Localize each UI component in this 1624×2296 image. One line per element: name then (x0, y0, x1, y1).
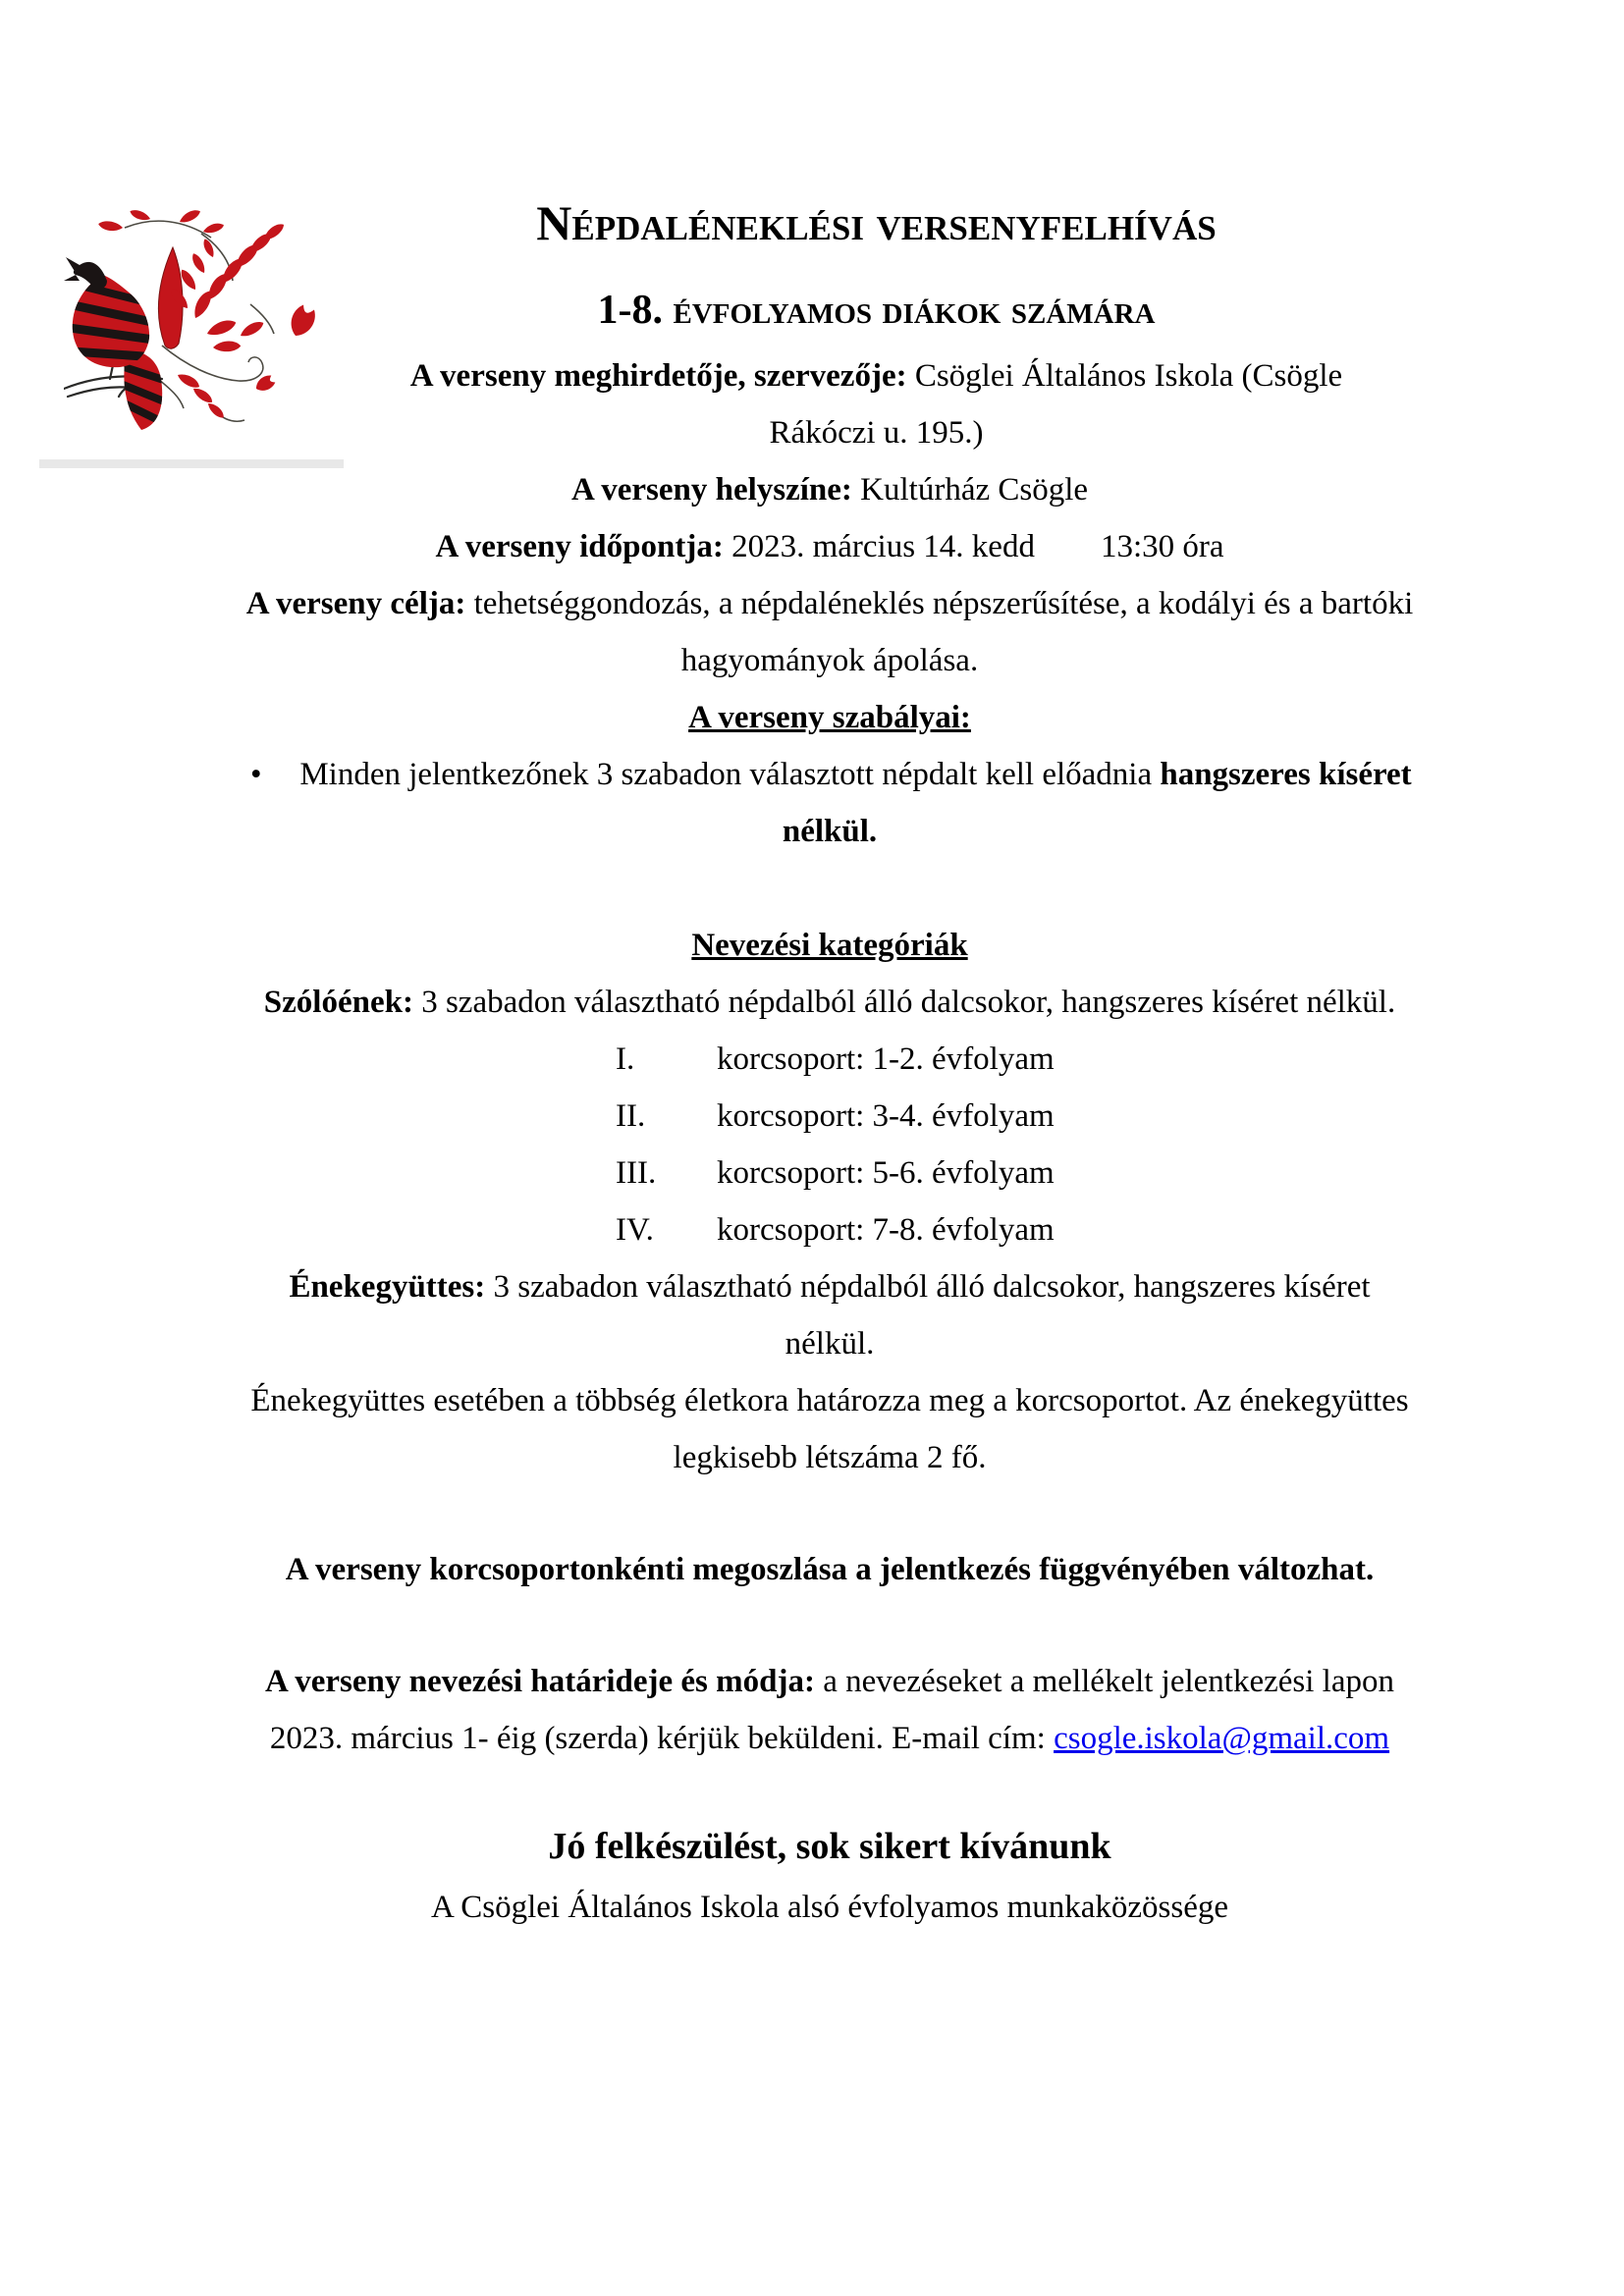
signature-line: A Csöglei Általános Iskola alsó évfolyamos munkaközössége (430, 1890, 1229, 1925)
distribution-note (35, 1542, 1624, 1598)
rules-heading-text: A verseny szabályai: (688, 700, 971, 735)
age-group-text: korcsoport: 5-6. évfolyam (717, 1155, 1055, 1191)
organizer-value: Csöglei Általános Iskola (Csögle (906, 358, 1343, 394)
bullet-icon: • (250, 757, 262, 792)
organizer-label: A verseny meghirdetője, szervezője: (409, 358, 907, 394)
ensemble-note-line-2 (35, 1430, 1624, 1486)
document-subtitle: 1-8. évfolyamos diákok számára (597, 288, 1156, 333)
deadline-text-2: 2023. március 1- éig (szerda) kérjük beküldeni. E-mail cím: (269, 1721, 1055, 1756)
rules-bullet-bold-2: nélkül. (782, 814, 878, 849)
age-group-text: korcsoport: 3-4. évfolyam (717, 1098, 1055, 1134)
rules-bullet-line-2 (35, 804, 1624, 860)
rules-bullet-bold: hangszeres kíséret (1160, 757, 1412, 792)
datetime-label: A verseny időpontja: (435, 529, 724, 564)
ensemble-label: Énekegyüttes: (289, 1269, 486, 1305)
age-group-numeral: I. (616, 1041, 635, 1077)
folk-bird-logo (64, 187, 339, 452)
purpose-line-2 (35, 633, 1624, 689)
venue-line (35, 462, 1624, 518)
age-group-row (616, 1202, 1055, 1258)
age-group-numeral: II. (616, 1098, 646, 1134)
deadline-label: A verseny nevezési határideje és módja: (265, 1664, 815, 1699)
rules-bullet-item (250, 747, 1414, 803)
logo-image (64, 187, 339, 452)
deadline-line-1 (35, 1654, 1624, 1710)
closing-wish: Jó felkészülést, sok sikert kívánunk (548, 1826, 1111, 1867)
categories-heading-text: Nevezési kategóriák (691, 928, 968, 963)
datetime-line (35, 519, 1624, 575)
ensemble-note-2: legkisebb létszáma 2 fő. (673, 1440, 987, 1475)
ensemble-text: 3 szabadon választható népdalból álló dalcsokor, hangszeres kíséret (485, 1269, 1371, 1305)
rules-heading (35, 690, 1624, 746)
age-group-numeral: IV. (616, 1212, 654, 1248)
organizer-line-2 (339, 405, 1414, 461)
distribution-note-text: A verseny korcsoportonkénti megoszlása a jelentkezés függvényében változhat. (285, 1552, 1375, 1587)
document-title: Népdaléneklési versenyfelhívás (536, 195, 1217, 250)
age-group-row (616, 1032, 1055, 1088)
age-group-numeral: III. (616, 1155, 657, 1191)
categories-heading (35, 918, 1624, 974)
solo-label: Szólóének: (263, 985, 413, 1020)
solo-text: 3 szabadon választható népdalból álló dalcsokor, hangszeres kíséret nélkül. (412, 985, 1396, 1020)
datetime-date: 2023. március 14. kedd (723, 529, 1035, 564)
age-group-row (616, 1146, 1055, 1201)
venue-label: A verseny helyszíne: (570, 472, 852, 507)
ensemble-line-1 (35, 1259, 1624, 1315)
purpose-label: A verseny célja: (245, 586, 466, 621)
age-group-row (616, 1089, 1055, 1145)
age-group-text: korcsoport: 1-2. évfolyam (717, 1041, 1055, 1077)
ensemble-note-1: Énekegyüttes esetében a többség életkora határozza meg a korcsoportot. Az énekegyüttes (250, 1383, 1409, 1418)
age-group-text: korcsoport: 7-8. évfolyam (717, 1212, 1055, 1248)
email-link[interactable]: csogle.iskola@gmail.com (1054, 1721, 1390, 1756)
deadline-line-2 (35, 1711, 1624, 1767)
deadline-text-1: a nevezéseket a mellékelt jelentkezési lapon (814, 1664, 1394, 1699)
organizer-address: Rákóczi u. 195.) (769, 415, 984, 451)
purpose-value-1: tehetséggondozás, a népdaléneklés népszerűsítése, a kodályi és a bartóki (465, 586, 1414, 621)
purpose-line-1 (35, 576, 1624, 632)
purpose-value-2: hagyományok ápolása. (680, 643, 979, 678)
ensemble-line-2 (35, 1316, 1624, 1372)
ensemble-note-line-1 (35, 1373, 1624, 1429)
organizer-line (339, 348, 1414, 404)
venue-value: Kultúrház Csögle (851, 472, 1089, 507)
datetime-time: 13:30 óra (1100, 529, 1224, 564)
rules-bullet-regular: Minden jelentkezőnek 3 szabadon választott népdalt kell előadnia (299, 757, 1161, 792)
ensemble-text-2: nélkül. (785, 1326, 875, 1362)
solo-category-line (35, 975, 1624, 1031)
